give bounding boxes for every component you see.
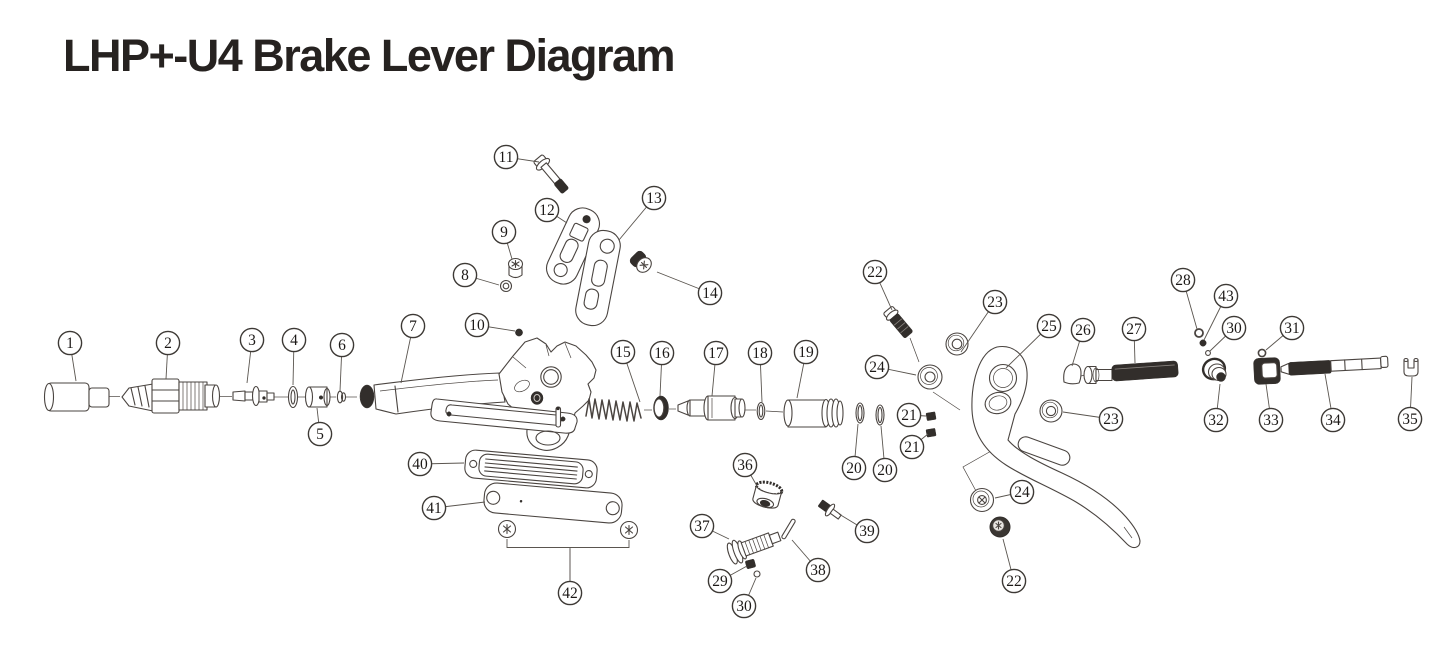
part-41-handlebar-clamp bbox=[483, 482, 623, 524]
callout-number-42: 42 bbox=[562, 585, 578, 603]
part-29-square-nut bbox=[745, 559, 756, 569]
part-4-o-ring bbox=[289, 387, 298, 408]
part-6-flanged-ring bbox=[337, 391, 345, 403]
callout-number-5: 5 bbox=[316, 426, 324, 444]
callout-number-41: 41 bbox=[426, 500, 442, 518]
part-11-pivot-bolt bbox=[532, 153, 572, 196]
callout-number-37: 37 bbox=[694, 518, 710, 536]
callout-number-1: 1 bbox=[66, 335, 74, 353]
callout-number-23: 23 bbox=[987, 294, 1003, 312]
callout-number-30: 30 bbox=[1226, 320, 1242, 338]
callout-number-4: 4 bbox=[290, 332, 298, 350]
part-30-ball bbox=[1206, 351, 1211, 356]
part-39-lever-screw bbox=[816, 497, 844, 522]
callout-number-21: 21 bbox=[901, 407, 917, 425]
callout-number-33: 33 bbox=[1263, 412, 1279, 430]
bracket-42 bbox=[507, 539, 629, 581]
callout-number-13: 13 bbox=[646, 190, 662, 208]
callout-number-40: 40 bbox=[412, 456, 428, 474]
callout-number-22: 22 bbox=[1006, 573, 1022, 591]
callout-number-28: 28 bbox=[1175, 272, 1191, 290]
callout-number-2: 2 bbox=[164, 335, 172, 353]
callout-number-31: 31 bbox=[1284, 320, 1300, 338]
callout-number-27: 27 bbox=[1126, 321, 1142, 339]
part-40-clamp-plate bbox=[464, 449, 598, 488]
callout-number-17: 17 bbox=[708, 345, 724, 363]
part-32-reach-knob bbox=[1200, 356, 1228, 382]
part-10-ball bbox=[515, 329, 522, 336]
callout-number-38: 38 bbox=[810, 562, 826, 580]
callout-number-34: 34 bbox=[1325, 412, 1341, 430]
part-22-pivot-screw-lower bbox=[990, 517, 1010, 537]
part-33-adjuster-barrel bbox=[1253, 357, 1280, 384]
part-42-clamp-screws bbox=[499, 521, 638, 582]
part-19-bladder bbox=[784, 399, 843, 427]
part-18-o-ring bbox=[757, 403, 765, 420]
callout-number-30: 30 bbox=[736, 598, 752, 616]
part-14-torx-screw bbox=[628, 249, 654, 275]
page-title: LHP+-U4 Brake Lever Diagram bbox=[63, 30, 675, 81]
part-21-set-screws bbox=[926, 412, 936, 437]
part-9-bleed-screw bbox=[509, 259, 523, 278]
callout-number-26: 26 bbox=[1075, 322, 1091, 340]
part-2-hose-fitting bbox=[122, 379, 220, 413]
part-16-seal-cup bbox=[654, 396, 669, 420]
callout-number-29: 29 bbox=[712, 573, 728, 591]
callout-number-22: 22 bbox=[867, 264, 883, 282]
callout-number-6: 6 bbox=[338, 337, 346, 355]
part-1-hose-cover bbox=[45, 383, 110, 411]
part-27-pivot-shaft bbox=[1084, 361, 1178, 384]
callout-number-32: 32 bbox=[1208, 412, 1224, 430]
part-8-seal-ring bbox=[501, 281, 512, 292]
callout-number-35: 35 bbox=[1402, 411, 1418, 429]
callout-number-25: 25 bbox=[1041, 318, 1057, 336]
callout-number-3: 3 bbox=[248, 332, 256, 350]
callout-number-20: 20 bbox=[846, 460, 862, 478]
part-20-o-rings bbox=[856, 403, 884, 425]
part-22-pivot-screw-upper bbox=[882, 305, 914, 339]
callout-number-15: 15 bbox=[615, 344, 631, 362]
part-35-retaining-clip bbox=[1404, 359, 1418, 377]
part-15-spring bbox=[586, 399, 641, 421]
callout-number-20: 20 bbox=[877, 462, 893, 480]
callout-number-12: 12 bbox=[539, 202, 555, 220]
callout-number-9: 9 bbox=[500, 224, 508, 242]
callout-number-10: 10 bbox=[469, 317, 485, 335]
callout-number-18: 18 bbox=[752, 345, 768, 363]
part-5-bushing bbox=[306, 387, 331, 407]
part-28-ring bbox=[1195, 329, 1203, 337]
callout-number-39: 39 bbox=[859, 523, 875, 541]
callout-number-19: 19 bbox=[798, 344, 814, 362]
callout-number-23: 23 bbox=[1103, 411, 1119, 429]
part-34-adjuster-rod bbox=[1281, 356, 1389, 376]
callout-number-43: 43 bbox=[1218, 288, 1234, 306]
part-31-ring bbox=[1258, 349, 1265, 356]
part-17-piston bbox=[678, 396, 745, 420]
part-26-dome-cap bbox=[1064, 364, 1081, 384]
callout-number-24: 24 bbox=[1014, 484, 1030, 502]
callout-number-16: 16 bbox=[654, 345, 670, 363]
callout-number-7: 7 bbox=[409, 318, 417, 336]
part-7-lever-body bbox=[360, 338, 596, 450]
callout-number-11: 11 bbox=[498, 149, 514, 167]
callout-number-24: 24 bbox=[869, 359, 885, 377]
part-43-ball bbox=[1200, 340, 1206, 346]
part-3-hose-barb bbox=[233, 387, 274, 406]
callout-number-21: 21 bbox=[904, 439, 920, 457]
callout-number-14: 14 bbox=[702, 285, 718, 303]
callout-number-8: 8 bbox=[461, 267, 469, 285]
part-30-ball-lower bbox=[754, 571, 760, 577]
callout-number-36: 36 bbox=[737, 457, 753, 475]
leader-lines bbox=[70, 157, 1412, 606]
part-38-pin bbox=[781, 519, 796, 540]
parts-layer bbox=[45, 153, 1419, 581]
